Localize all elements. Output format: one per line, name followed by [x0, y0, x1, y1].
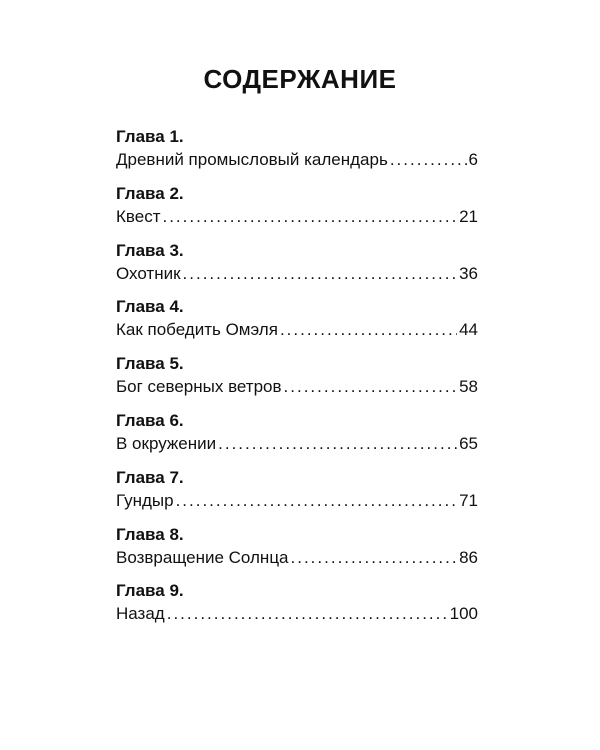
dot-leader — [162, 205, 457, 229]
page-number: 65 — [459, 433, 478, 453]
dot-leader — [280, 318, 457, 342]
toc-line — [116, 375, 478, 399]
dot-leader — [218, 432, 457, 456]
page-title: СОДЕРЖАНИЕ — [203, 64, 397, 94]
toc-entry-1 — [116, 126, 478, 183]
toc-entry-3 — [116, 240, 478, 297]
chapter-title: Древний промысловый календарь — [116, 150, 388, 169]
toc-line — [116, 546, 478, 570]
chapter-title: Охотник — [116, 263, 181, 283]
page-number: 58 — [459, 377, 478, 397]
chapter-number: Глава 9. — [116, 581, 184, 601]
dot-leader — [176, 489, 458, 513]
chapter-number: Глава 4. — [116, 297, 184, 317]
chapter-title: Назад — [116, 604, 165, 624]
page-number: 44 — [459, 320, 478, 340]
page-number: 6 — [468, 150, 478, 169]
toc-entry-4 — [116, 296, 478, 353]
toc-line — [116, 489, 478, 513]
dot-leader — [167, 602, 448, 626]
chapter-number: Глава 7. — [116, 467, 184, 487]
chapter-number: Глава 2. — [116, 183, 184, 203]
toc-line — [116, 262, 478, 286]
toc-entry-8 — [116, 524, 478, 581]
toc-entry-9 — [116, 580, 478, 637]
dot-leader — [390, 148, 467, 172]
toc-entry-2 — [116, 183, 478, 240]
chapter-title: Как победить Омэля — [116, 320, 278, 340]
dot-leader — [183, 262, 458, 286]
toc-line — [116, 148, 478, 172]
page-number: 71 — [459, 490, 478, 510]
toc-line — [116, 432, 478, 456]
page-number: 86 — [459, 547, 478, 567]
dot-leader — [284, 375, 458, 399]
toc-line — [116, 318, 478, 342]
chapter-title: В окружении — [116, 433, 217, 453]
dot-leader — [291, 546, 458, 570]
chapter-title: Возвращение Солнца — [116, 547, 289, 567]
page-number: 21 — [459, 206, 478, 226]
page-number: 100 — [449, 604, 478, 624]
toc-entry-5 — [116, 353, 478, 410]
chapter-number: Глава 8. — [116, 524, 184, 544]
toc-line — [116, 602, 478, 626]
chapter-title: Гундыр — [116, 490, 174, 510]
chapter-title: Бог северных ветров — [116, 377, 282, 397]
toc-entry-7 — [116, 467, 478, 524]
chapter-number: Глава 5. — [116, 354, 184, 374]
chapter-number: Глава 6. — [116, 410, 184, 430]
toc-entry-6 — [116, 410, 478, 467]
table-of-contents — [116, 126, 478, 637]
page-number: 36 — [459, 263, 478, 283]
chapter-number: Глава 1. — [116, 127, 184, 146]
chapter-number: Глава 3. — [116, 240, 184, 260]
chapter-title: Квест — [116, 206, 161, 226]
toc-line — [116, 205, 478, 229]
